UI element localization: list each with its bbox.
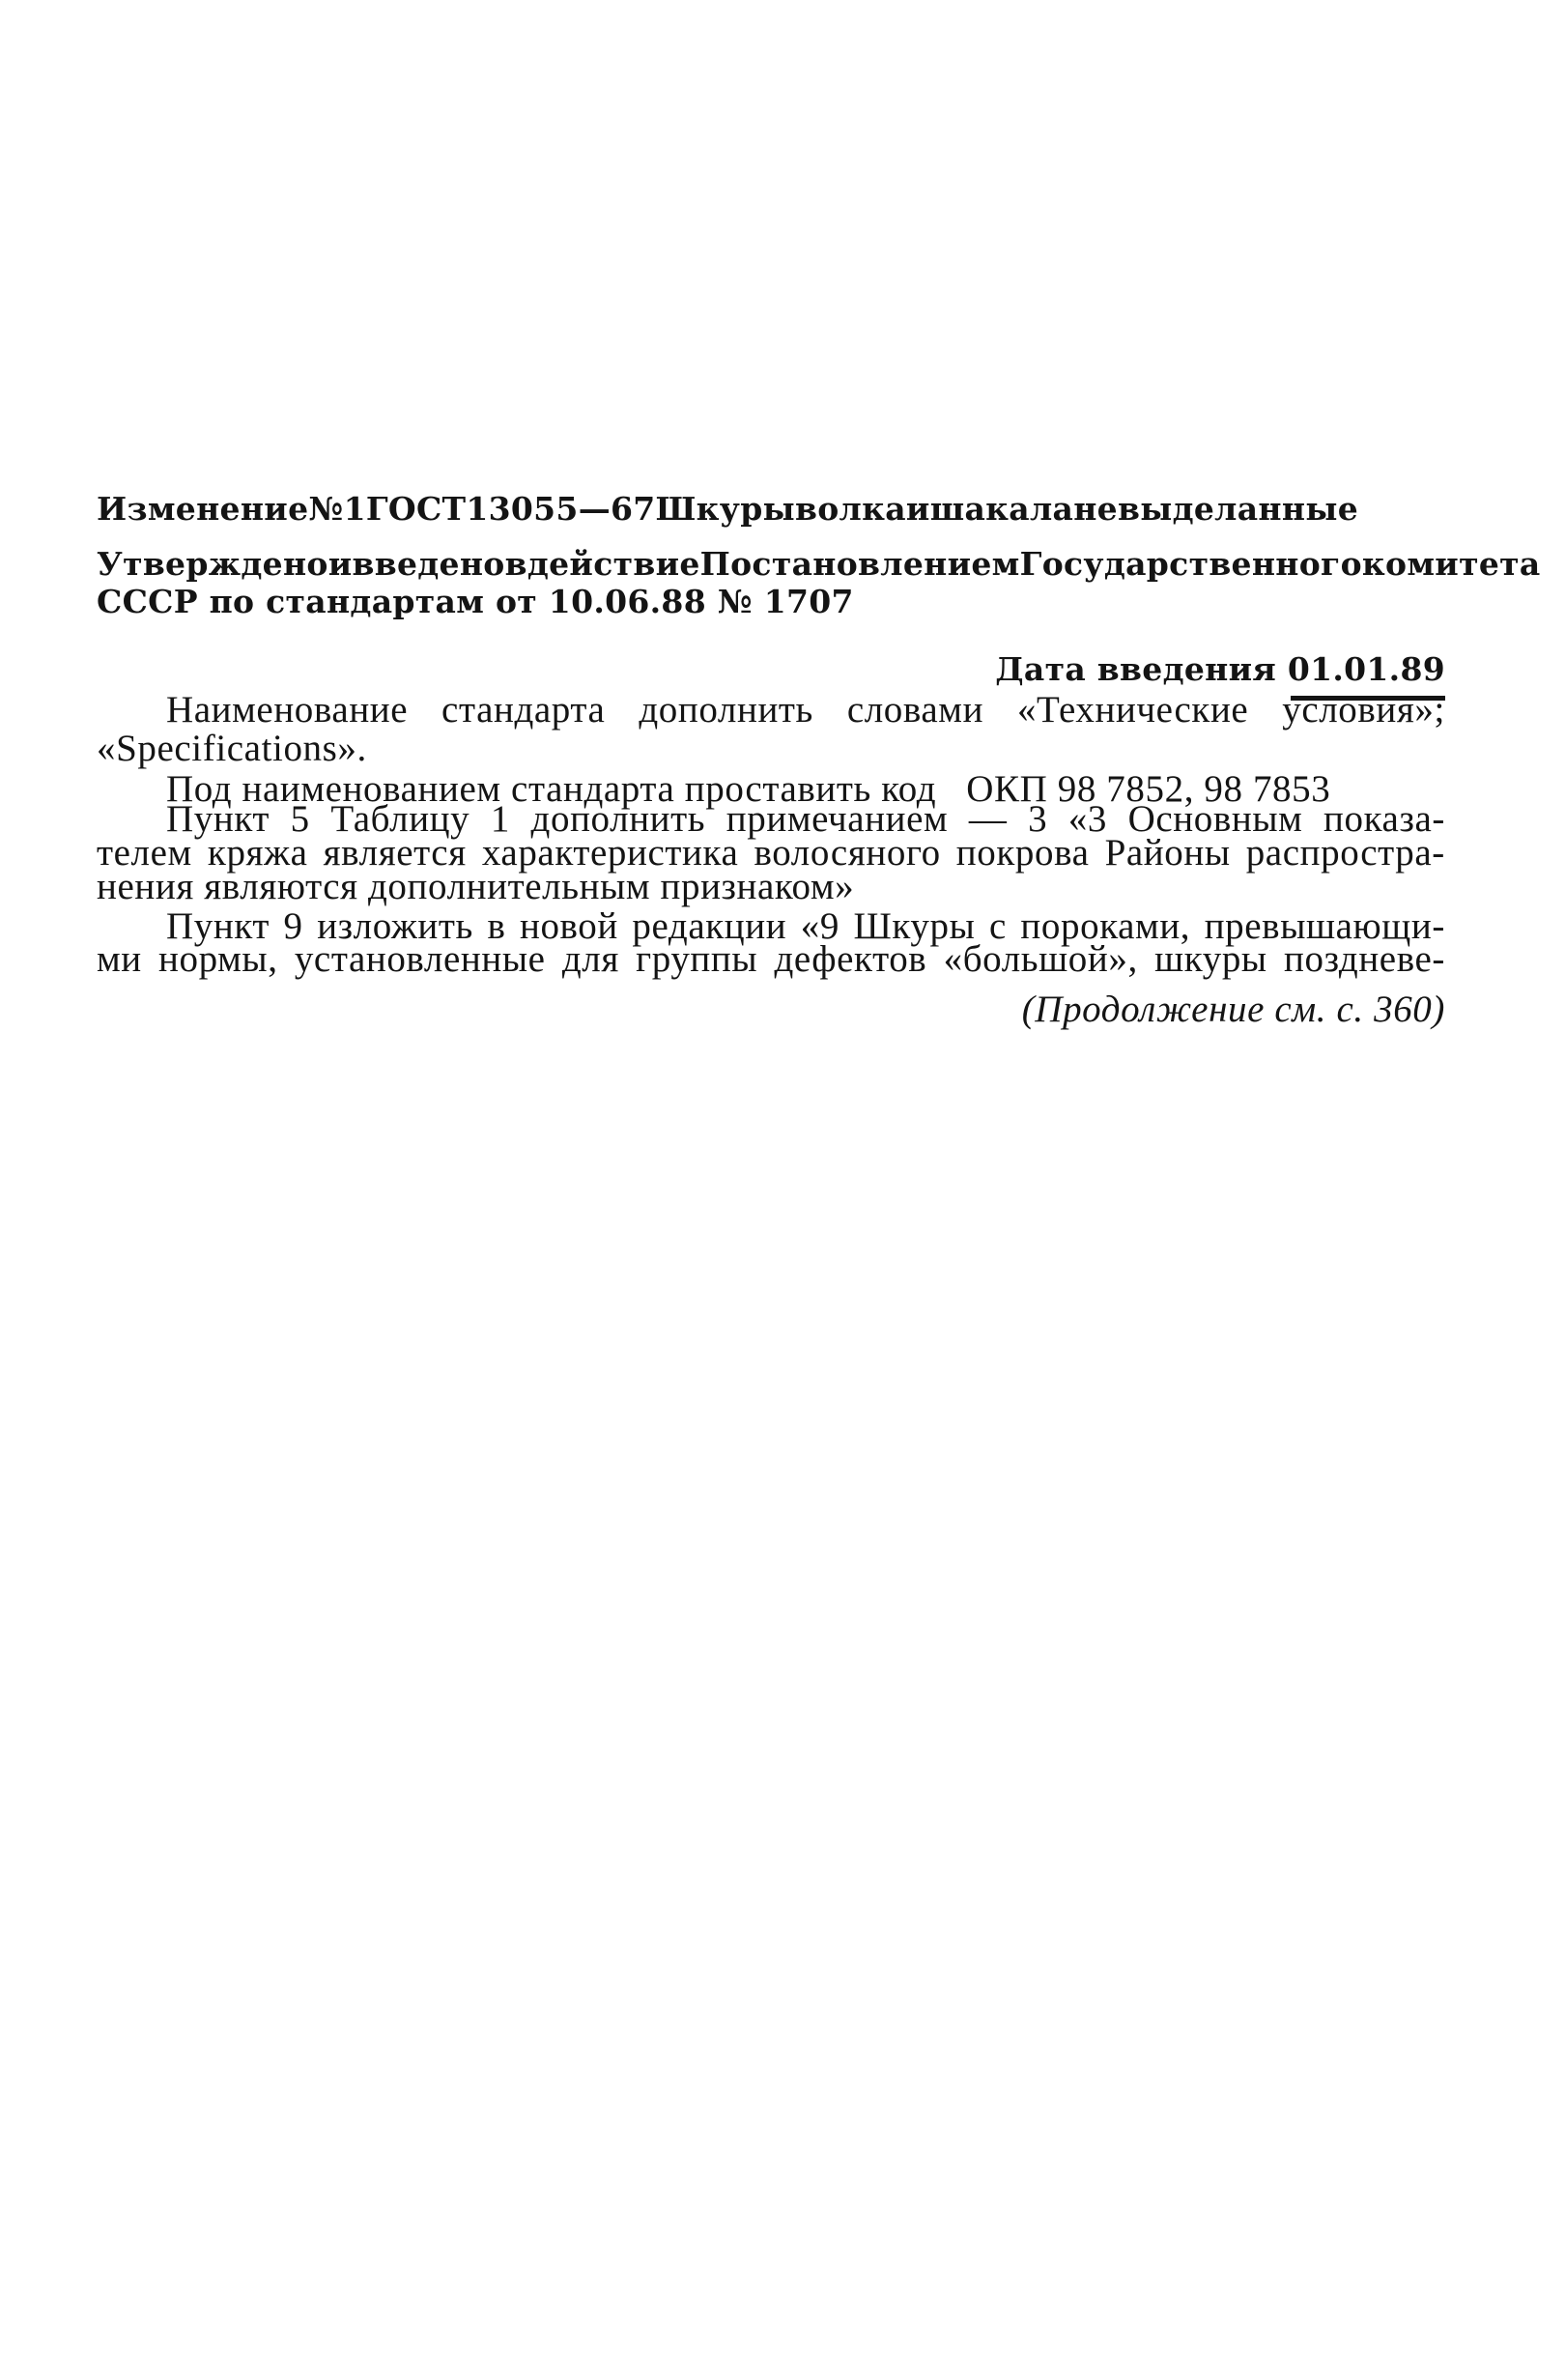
word: шакала bbox=[929, 490, 1074, 528]
word: в bbox=[487, 905, 506, 947]
word: волка bbox=[795, 490, 906, 528]
word: ГОСТ bbox=[365, 490, 467, 528]
word: редакции bbox=[632, 905, 787, 947]
paragraph-1-line-2: «Specifications». bbox=[97, 728, 367, 769]
word: поздневе- bbox=[1284, 938, 1445, 980]
word: превышающи- bbox=[1204, 905, 1445, 947]
word: «9 bbox=[800, 905, 839, 947]
word: дополнить bbox=[530, 798, 706, 840]
word: — bbox=[968, 798, 1008, 840]
word: распростра- bbox=[1245, 832, 1445, 874]
word: «Технические bbox=[1016, 689, 1249, 731]
word: группы bbox=[636, 938, 758, 980]
word: 5 bbox=[290, 798, 310, 840]
word: № bbox=[308, 490, 344, 528]
word: Таблицу bbox=[330, 798, 470, 840]
word: действие bbox=[526, 545, 700, 583]
word: покрова bbox=[955, 832, 1090, 874]
word: Пункт bbox=[166, 905, 270, 947]
word: волосяного bbox=[754, 832, 941, 874]
paragraph-4-line-2 bbox=[97, 940, 1445, 978]
word: стандарта bbox=[441, 689, 606, 731]
word: и bbox=[905, 490, 930, 528]
effective-date: Дата введения 01.01.89 bbox=[995, 650, 1445, 688]
word: Утверждено bbox=[97, 545, 328, 583]
word: изложить bbox=[317, 905, 473, 947]
change-title bbox=[97, 490, 1359, 528]
paragraph-3-line-3: нения являются дополнительным признаком» bbox=[97, 866, 855, 907]
word: показа- bbox=[1323, 798, 1445, 840]
paragraph-2-line-1: Под наименованием стандарта проставить код ОКП 98 7852, 98 7853 bbox=[166, 768, 1331, 810]
word: и bbox=[327, 545, 353, 583]
word: условия»; bbox=[1282, 689, 1445, 731]
word: 1 bbox=[490, 798, 510, 840]
word: новой bbox=[519, 905, 618, 947]
word: дефектов bbox=[774, 938, 927, 980]
word: словами bbox=[846, 689, 984, 731]
word: телем bbox=[97, 832, 192, 874]
approval-line-1 bbox=[97, 545, 1541, 583]
word: кряжа bbox=[207, 832, 308, 874]
word: примечанием bbox=[726, 798, 949, 840]
word: 13055—67 bbox=[466, 490, 656, 528]
paragraph-1-line-1 bbox=[166, 691, 1445, 729]
word: 3 bbox=[1028, 798, 1048, 840]
word: комитета bbox=[1361, 545, 1541, 583]
word: шкуры bbox=[1154, 938, 1267, 980]
word: введено bbox=[352, 545, 505, 583]
word: Наименование bbox=[166, 689, 409, 731]
word: Постановлением bbox=[699, 545, 1020, 583]
word: с bbox=[988, 905, 1007, 947]
word: 1 bbox=[343, 490, 366, 528]
word: установленные bbox=[294, 938, 546, 980]
word: является bbox=[323, 832, 467, 874]
word: ми bbox=[97, 938, 142, 980]
word: Пункт bbox=[166, 798, 270, 840]
word: в bbox=[504, 545, 527, 583]
word: невыделанные bbox=[1073, 490, 1359, 528]
word: дополнить bbox=[639, 689, 813, 731]
word: Шкуры bbox=[853, 905, 976, 947]
word: Шкуры bbox=[655, 490, 795, 528]
word: характеристика bbox=[481, 832, 739, 874]
word: для bbox=[561, 938, 619, 980]
word: Изменение bbox=[97, 490, 309, 528]
continuation-note: (Продолжение см. с. 360) bbox=[1021, 989, 1445, 1030]
word: нормы, bbox=[158, 938, 278, 980]
approval-line-2: СССР по стандартам от 10.06.88 № 1707 bbox=[97, 583, 854, 620]
word: Основным bbox=[1127, 798, 1303, 840]
word: «3 bbox=[1067, 798, 1108, 840]
word: «большой», bbox=[943, 938, 1138, 980]
word: Государственного bbox=[1019, 545, 1362, 583]
word: Районы bbox=[1104, 832, 1231, 874]
word: пороками, bbox=[1020, 905, 1191, 947]
word: 9 bbox=[283, 905, 303, 947]
